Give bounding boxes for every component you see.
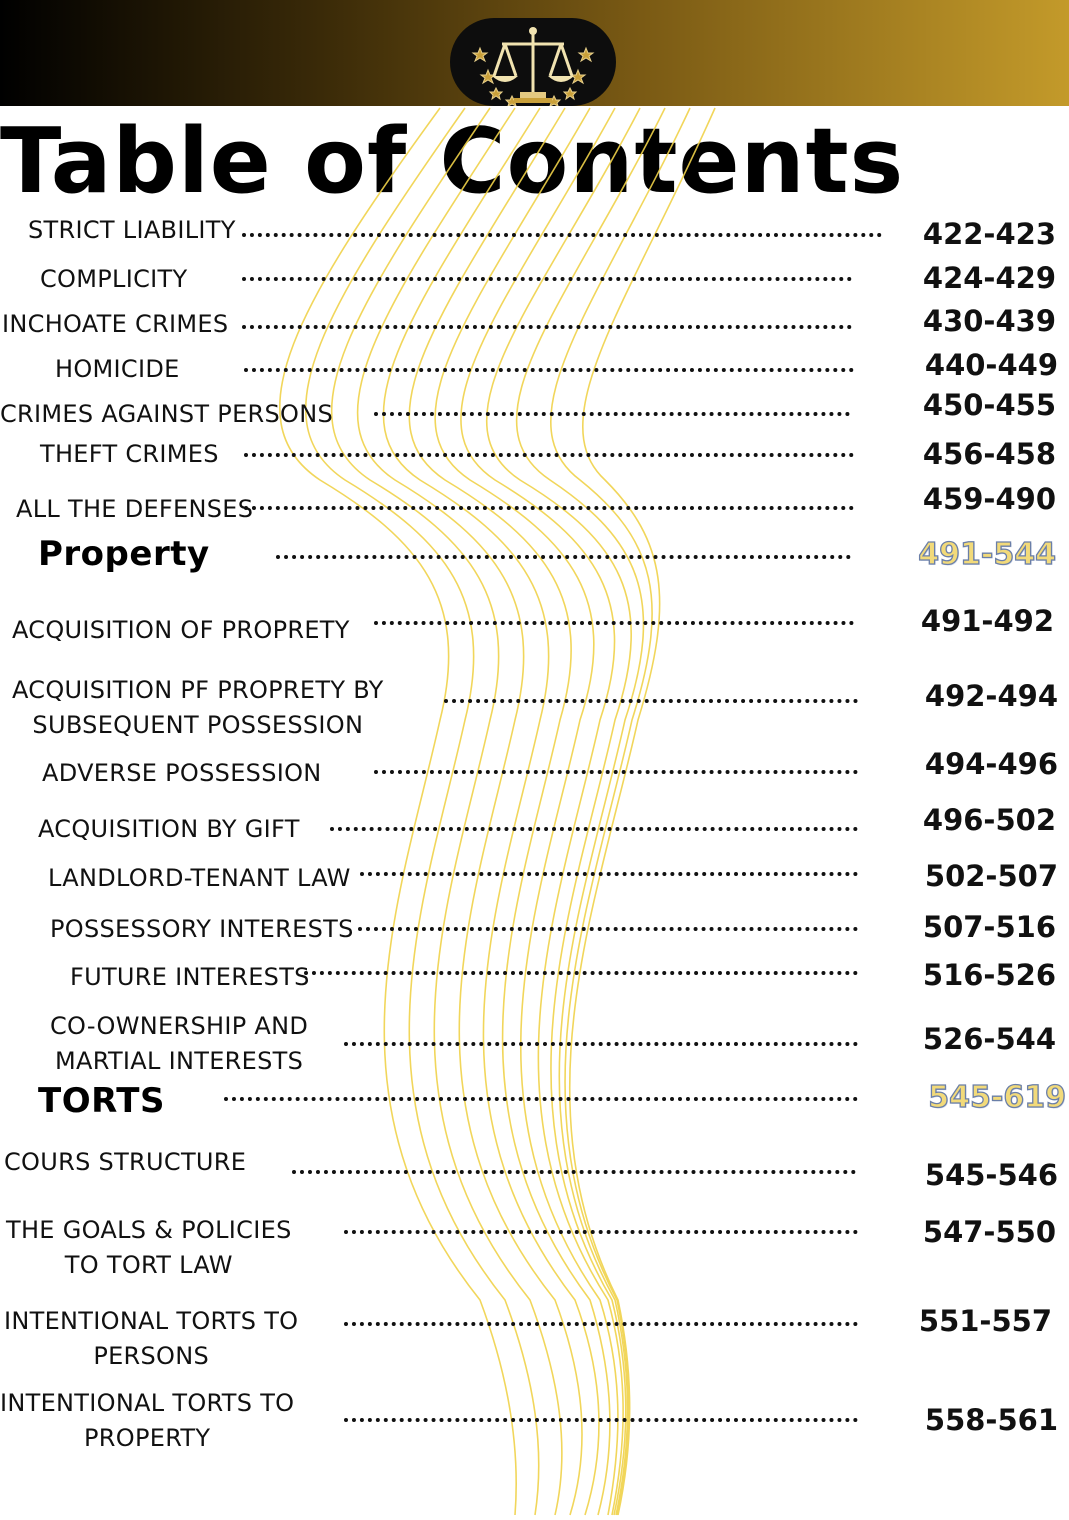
dot-leader	[244, 368, 854, 372]
toc-entry-label: FUTURE INTERESTS	[70, 963, 310, 991]
toc-entry-label	[50, 1009, 308, 1079]
toc-page-range: 516-526	[922, 958, 1056, 992]
toc-entry-label: THEFT CRIMES	[40, 440, 219, 468]
dot-leader	[304, 971, 858, 975]
toc-page-range: 547-550	[922, 1215, 1056, 1249]
section-page-range: 491-544	[918, 537, 1056, 572]
dot-leader	[276, 555, 851, 559]
toc-entry-label: LANDLORD-TENANT LAW	[48, 864, 351, 892]
toc-entry-label-line1: INTENTIONAL TORTS TO	[4, 1307, 299, 1335]
toc-entry-label	[0, 1386, 294, 1456]
toc-page-range: 440-449	[924, 348, 1058, 382]
dot-leader	[374, 412, 850, 416]
toc-page-range: 496-502	[922, 803, 1056, 837]
toc-page-range: 502-507	[924, 859, 1058, 893]
dot-leader	[358, 927, 858, 931]
dot-leader	[242, 233, 882, 237]
section-heading-torts: TORTS	[38, 1081, 165, 1121]
toc-entry-label	[4, 1304, 298, 1374]
toc-page-range: 545-546	[924, 1158, 1058, 1192]
dot-leader	[242, 277, 852, 281]
toc-entry-label: STRICT LIABILITY	[28, 216, 236, 244]
dot-leader	[344, 1042, 858, 1046]
toc-page-range: 492-494	[924, 679, 1058, 713]
dot-leader	[360, 872, 858, 876]
section-page-range: 545-619	[928, 1080, 1066, 1115]
toc-page-range: 459-490	[922, 482, 1056, 516]
toc-page-range: 491-492	[920, 604, 1054, 638]
toc-page-range: 558-561	[924, 1403, 1058, 1437]
toc-entry-label: ADVERSE POSSESSION	[42, 759, 322, 787]
dot-leader	[374, 770, 858, 774]
toc-entry-label-line1: CO-OWNERSHIP AND	[50, 1012, 309, 1040]
toc-entry-label: COMPLICITY	[40, 265, 188, 293]
toc-entry-label: HOMICIDE	[55, 355, 180, 383]
toc-page-range: 456-458	[922, 437, 1056, 471]
scales-of-justice-icon	[450, 18, 616, 106]
toc-entry-label-line1: INTENTIONAL TORTS TO	[0, 1389, 295, 1417]
toc-page-range: 422-423	[922, 217, 1056, 251]
toc-page-range: 424-429	[922, 261, 1056, 295]
page-title: Table of Contents	[0, 109, 905, 214]
logo-badge	[450, 18, 616, 106]
toc-page-range: 430-439	[922, 304, 1056, 338]
toc-page-range: 551-557	[918, 1304, 1052, 1338]
dot-leader	[444, 699, 858, 703]
toc-entry-label-line2: TO TORT LAW	[64, 1251, 233, 1279]
toc-entry-label-line2: SUBSEQUENT POSSESSION	[32, 711, 364, 739]
toc-entry-label-line2: PROPERTY	[84, 1424, 211, 1452]
section-heading-property: Property	[38, 534, 210, 574]
dot-leader	[242, 325, 852, 329]
header-banner	[0, 0, 1069, 106]
toc-entry-label: ACQUISITION BY GIFT	[38, 815, 300, 843]
toc-entry-label	[12, 673, 384, 743]
dot-leader	[292, 1170, 856, 1174]
toc-page-range: 494-496	[924, 747, 1058, 781]
dot-leader	[374, 621, 854, 625]
dot-leader	[344, 1322, 858, 1326]
dot-leader	[330, 827, 858, 831]
toc-entry-label: CRIMES AGAINST PERSONS	[0, 400, 334, 428]
dot-leader	[244, 453, 854, 457]
dot-leader	[244, 506, 854, 510]
toc-entry-label: ALL THE DEFENSES	[16, 495, 254, 523]
toc-entry-label-line2: PERSONS	[93, 1342, 210, 1370]
dot-leader	[344, 1230, 858, 1234]
toc-entry-label: INCHOATE CRIMES	[2, 310, 229, 338]
toc-page-range: 526-544	[922, 1022, 1056, 1056]
toc-page-range: 507-516	[922, 910, 1056, 944]
toc-entry-label	[6, 1213, 292, 1283]
toc-entry-label-line1: THE GOALS & POLICIES	[6, 1216, 292, 1244]
dot-leader	[224, 1097, 858, 1101]
toc-entry-label-line1: ACQUISITION PF PROPRETY BY	[12, 676, 384, 704]
toc-entry-label: COURS STRUCTURE	[4, 1148, 247, 1176]
toc-page-range: 450-455	[922, 388, 1056, 422]
dot-leader	[344, 1418, 858, 1422]
toc-entry-label-line2: MARTIAL INTERESTS	[55, 1047, 304, 1075]
toc-entry-label: ACQUISITION OF PROPRETY	[12, 616, 350, 644]
toc-entry-label: POSSESSORY INTERESTS	[50, 915, 354, 943]
